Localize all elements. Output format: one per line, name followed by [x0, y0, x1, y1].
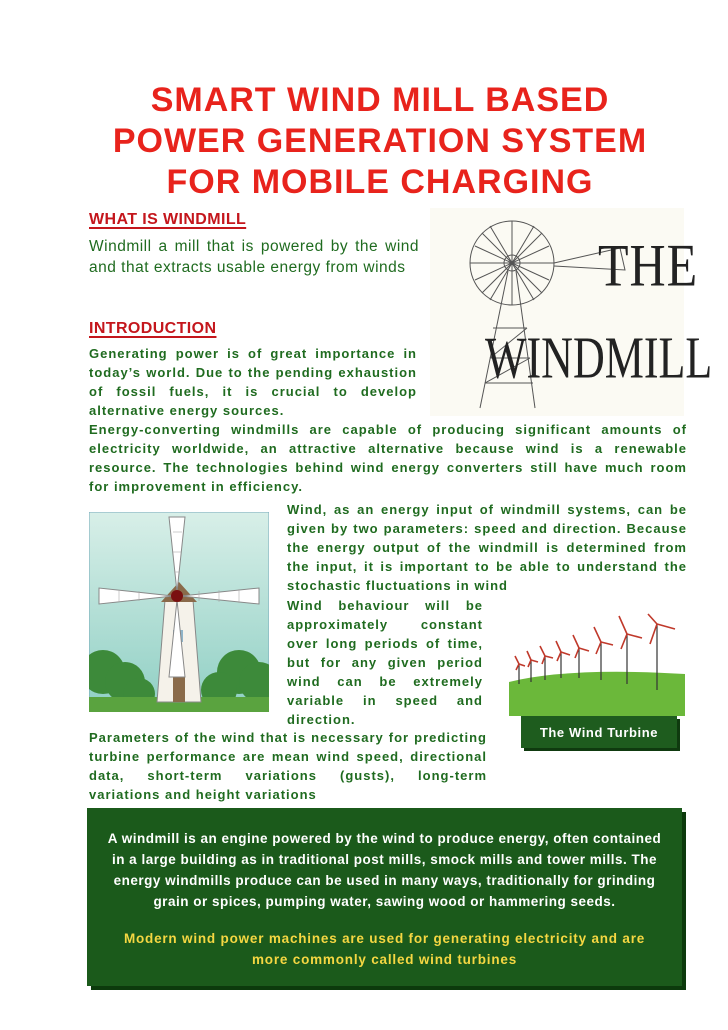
- windmill-illustration-icon: [89, 512, 269, 712]
- summary-panel: [87, 808, 682, 986]
- wind-turbines-icon: [509, 612, 685, 716]
- intro-paragraph-2: Energy-converting windmills are capable of producing significant amounts of electricity worldwide, an attractive alternative because wind is a renewable resource. The technologies behind wind energy converters still have much room for improvement in efficiency.: [89, 422, 687, 494]
- page-title: [60, 80, 700, 203]
- turbine-caption: The Wind Turbine: [521, 716, 677, 748]
- windmill-illustration-image: [89, 512, 269, 712]
- intro-paragraph-5: Parameters of the wind that is necessary for predicting turbine performance are mean wind speed, directional data, short-term variations (gusts), long-term variations and height variations: [89, 730, 487, 802]
- what-is-heading: WHAT IS WINDMILL: [89, 211, 247, 228]
- summary-panel-text: A windmill is an engine powered by the wind to produce energy, often contained in a large building as in traditional post mills, smock mills and tower mills. The energy windmills produce can be used in many ways, traditionally for grinding grain or spices, pumping water, sawing wood or hammering seeds.: [107, 831, 662, 909]
- introduction-heading: INTRODUCTION: [89, 320, 217, 337]
- intro-paragraph-3: Wind, as an energy input of windmill systems, can be given by two parameters: speed and direction. Because the energy output of the windmill is determined from the input, it is important to be able to understand the stochastic fluctuations in wind: [287, 502, 687, 593]
- intro-paragraph-4: Wind behaviour will be approximately constant over long periods of time, but for any given period wind can be extremely variable in speed and direction.: [287, 598, 483, 727]
- windmill-logo-image: [430, 208, 713, 416]
- what-is-body: Windmill a mill that is powered by the wind and that extracts usable energy from winds: [89, 238, 419, 276]
- title-line-3: FOR MOBILE CHARGING: [166, 163, 594, 201]
- logo-text-windmill: WINDMILL: [485, 324, 713, 391]
- wind-turbines-image: [509, 612, 685, 716]
- intro-paragraph-1: Generating power is of great importance in today’s world. Due to the pending exhaustion of fossil fuels, it is crucial to develop alternative energy sources.: [89, 346, 417, 418]
- title-line-2: POWER GENERATION SYSTEM: [112, 122, 648, 160]
- summary-panel-highlight: Modern wind power machines are used for generating electricity and are more commonly called wind turbines: [123, 931, 646, 967]
- title-line-1: SMART WIND MILL BASED: [150, 81, 610, 119]
- logo-text-the: THE: [598, 231, 699, 299]
